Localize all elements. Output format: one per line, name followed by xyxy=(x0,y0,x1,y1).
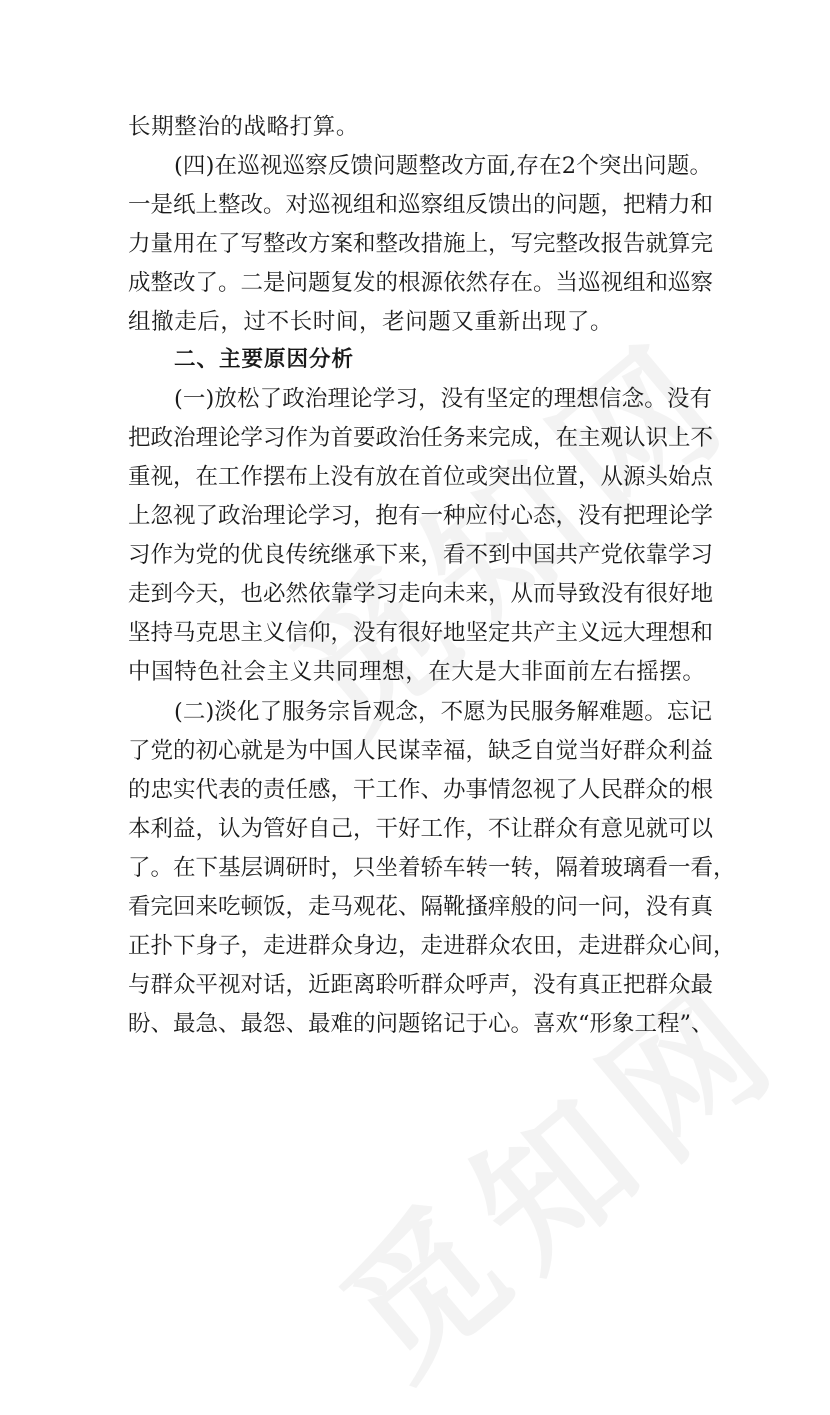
paragraph-line: 走到今天，也必然依靠学习走向未来，从而导致没有很好地 xyxy=(128,581,714,607)
paragraph-line: (一)放松了政治理论学习，没有坚定的理想信念。没有 xyxy=(174,386,712,412)
paragraph-line: 盼、最急、最怨、最难的问题铭记于心。喜欢“形象工程”、 xyxy=(128,1011,714,1037)
paragraph-line: 习作为党的优良传统继承下来，看不到中国共产党依靠学习 xyxy=(128,542,714,568)
paragraph-line: (二)淡化了服务宗旨观念，不愿为民服务解难题。忘记 xyxy=(174,699,712,725)
paragraph-line: 长期整治的战略打算。 xyxy=(128,114,360,140)
section-heading: 二、主要原因分析 xyxy=(174,347,355,372)
paragraph-line: 了。在下基层调研时，只坐着轿车转一转，隔着玻璃看一看， xyxy=(128,855,736,881)
paragraph-line: 一是纸上整改。对巡视组和巡察组反馈出的问题，把精力和 xyxy=(128,192,714,218)
paragraph-line: 与群众平视对话，近距离聆听群众呼声，没有真正把群众最 xyxy=(128,972,714,998)
paragraph-line: 正扑下身子，走进群众身边，走进群众农田，走进群众心间， xyxy=(128,933,736,959)
paragraph-line: 力量用在了写整改方案和整改措施上，写完整改报告就算完 xyxy=(128,231,714,257)
paragraph-line: 组撤走后，过不长时间，老问题又重新出现了。 xyxy=(128,309,614,335)
paragraph-line: 本利益，认为管好自己，干好工作，不让群众有意见就可以 xyxy=(128,816,714,842)
paragraph-line: 坚持马克思主义信仰，没有很好地坚定共产主义远大理想和 xyxy=(128,620,714,646)
paragraph-line: 看完回来吃顿饭，走马观花、隔靴搔痒般的问一问，没有真 xyxy=(128,894,714,920)
paragraph-line: 了党的初心就是为中国人民谋幸福，缺乏自觉当好群众利益 xyxy=(128,738,714,764)
paragraph-line: (四)在巡视巡察反馈问题整改方面,存在2个突出问题。 xyxy=(174,153,712,179)
paragraph-line: 重视，在工作摆布上没有放在首位或突出位置，从源头始点 xyxy=(128,464,714,490)
paragraph-line: 的忠实代表的责任感，干工作、办事情忽视了人民群众的根 xyxy=(128,777,714,803)
paragraph-line: 成整改了。二是问题复发的根源依然存在。当巡视组和巡察 xyxy=(128,270,714,296)
paragraph-line: 把政治理论学习作为首要政治任务来完成，在主观认识上不 xyxy=(128,425,714,451)
paragraph-line: 中国特色社会主义共同理想，在大是大非面前左右摇摆。 xyxy=(128,659,706,685)
paragraph-line: 上忽视了政治理论学习，抱有一种应付心态，没有把理论学 xyxy=(128,503,714,529)
